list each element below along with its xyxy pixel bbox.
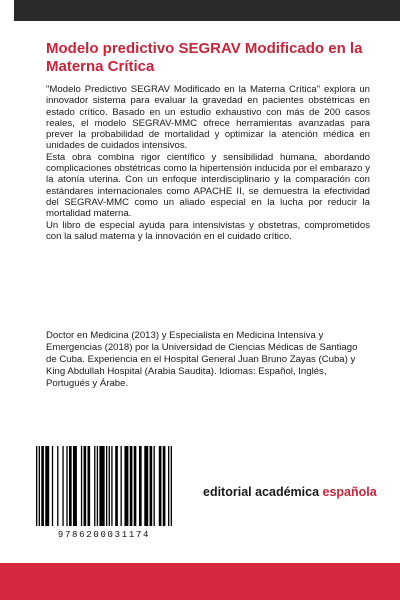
barcode-bar [168, 446, 169, 526]
barcode-bar [124, 446, 128, 526]
barcode-bar [81, 446, 82, 526]
publisher-name-main: editorial académica [203, 485, 323, 499]
barcode-bar [99, 446, 104, 526]
top-dark-strip [14, 0, 400, 21]
back-cover-content [46, 40, 370, 242]
barcode-bar [111, 446, 112, 526]
top-band [0, 0, 400, 32]
barcode-bar [73, 446, 77, 526]
barcode [28, 444, 180, 544]
barcode-bar [109, 446, 110, 526]
barcode-bar [144, 446, 148, 526]
barcode-number: 9786200031174 [57, 530, 151, 540]
author-bio: Doctor en Medicina (2013) y Especialista en Medicina Intensiva y Emergencias (2018) por la Universidad de Ciencias Médicas de Santiago de Cuba. Experiencia en el Hospital General Juan Bruno Zayas (Cuba) y King Abdullah Hospital (Arabia Saudita). Idiomas: Español, Inglés, Portugués y Árabe. [46, 330, 358, 389]
barcode-bar [62, 446, 63, 526]
barcode-bar [106, 446, 107, 526]
book-description [46, 84, 370, 242]
barcode-bar [97, 446, 98, 526]
barcode-bar [115, 446, 118, 526]
description-paragraph-2: Esta obra combina rigor científico y sensibilidad humana, abordando complicaciones obstétricas como la hipertensión inducida por el embarazo y la atonía uterina. Con un enfoque interdisciplinario y la comparación con estándares internacionales como APACHE II, se demuestra la efectividad del SEGRAV-MMC como un aliado especial en la lucha por reducir la mortalidad materna. [46, 151, 370, 220]
barcode-bar [139, 446, 142, 526]
book-title: Modelo predictivo SEGRAV Modificado en la Materna Crítica [46, 40, 363, 75]
barcode-bar [134, 446, 137, 526]
barcode-bar [39, 446, 40, 526]
barcode-bar [130, 446, 133, 526]
barcode-bar [36, 446, 37, 526]
publisher-name [203, 485, 377, 499]
description-paragraph-1: "Modelo Predictivo SEGRAV Modificado en la Materna Crítica" explora un innovador sistema para evaluar la gravedad en pacientes obstétricas en estado crítico. Basado en un estudio exhaustivo con más de 200 casos reales, el modelo SEGRAV-MMC ofrece herramientas avanzadas para prever la probabilidad de mortalidad y optimizar la atención médica en unidades de cuidados intensivos. [46, 84, 370, 152]
publisher-name-accent: española [322, 485, 377, 499]
barcode-bar [57, 446, 58, 526]
description-paragraph-3: Un libro de especial ayuda para intensivistas y obstetras, comprometidos con la salud materna y la innovación en el cuidado crítico. [46, 219, 370, 242]
barcode-bar [84, 446, 87, 526]
barcode-bar [121, 446, 122, 526]
barcode-bar [45, 446, 49, 526]
barcode-bar [88, 446, 91, 526]
barcode-bar [154, 446, 155, 526]
barcode-bar [159, 446, 162, 526]
barcode-bar [163, 446, 166, 526]
barcode-bars [28, 444, 180, 530]
barcode-bar [150, 446, 153, 526]
barcode-bar [41, 446, 44, 526]
barcode-bar [66, 446, 67, 526]
bottom-band [0, 563, 400, 600]
barcode-bar [171, 446, 172, 526]
barcode-bar [94, 446, 95, 526]
barcode-bar [52, 446, 53, 526]
barcode-bar [69, 446, 72, 526]
